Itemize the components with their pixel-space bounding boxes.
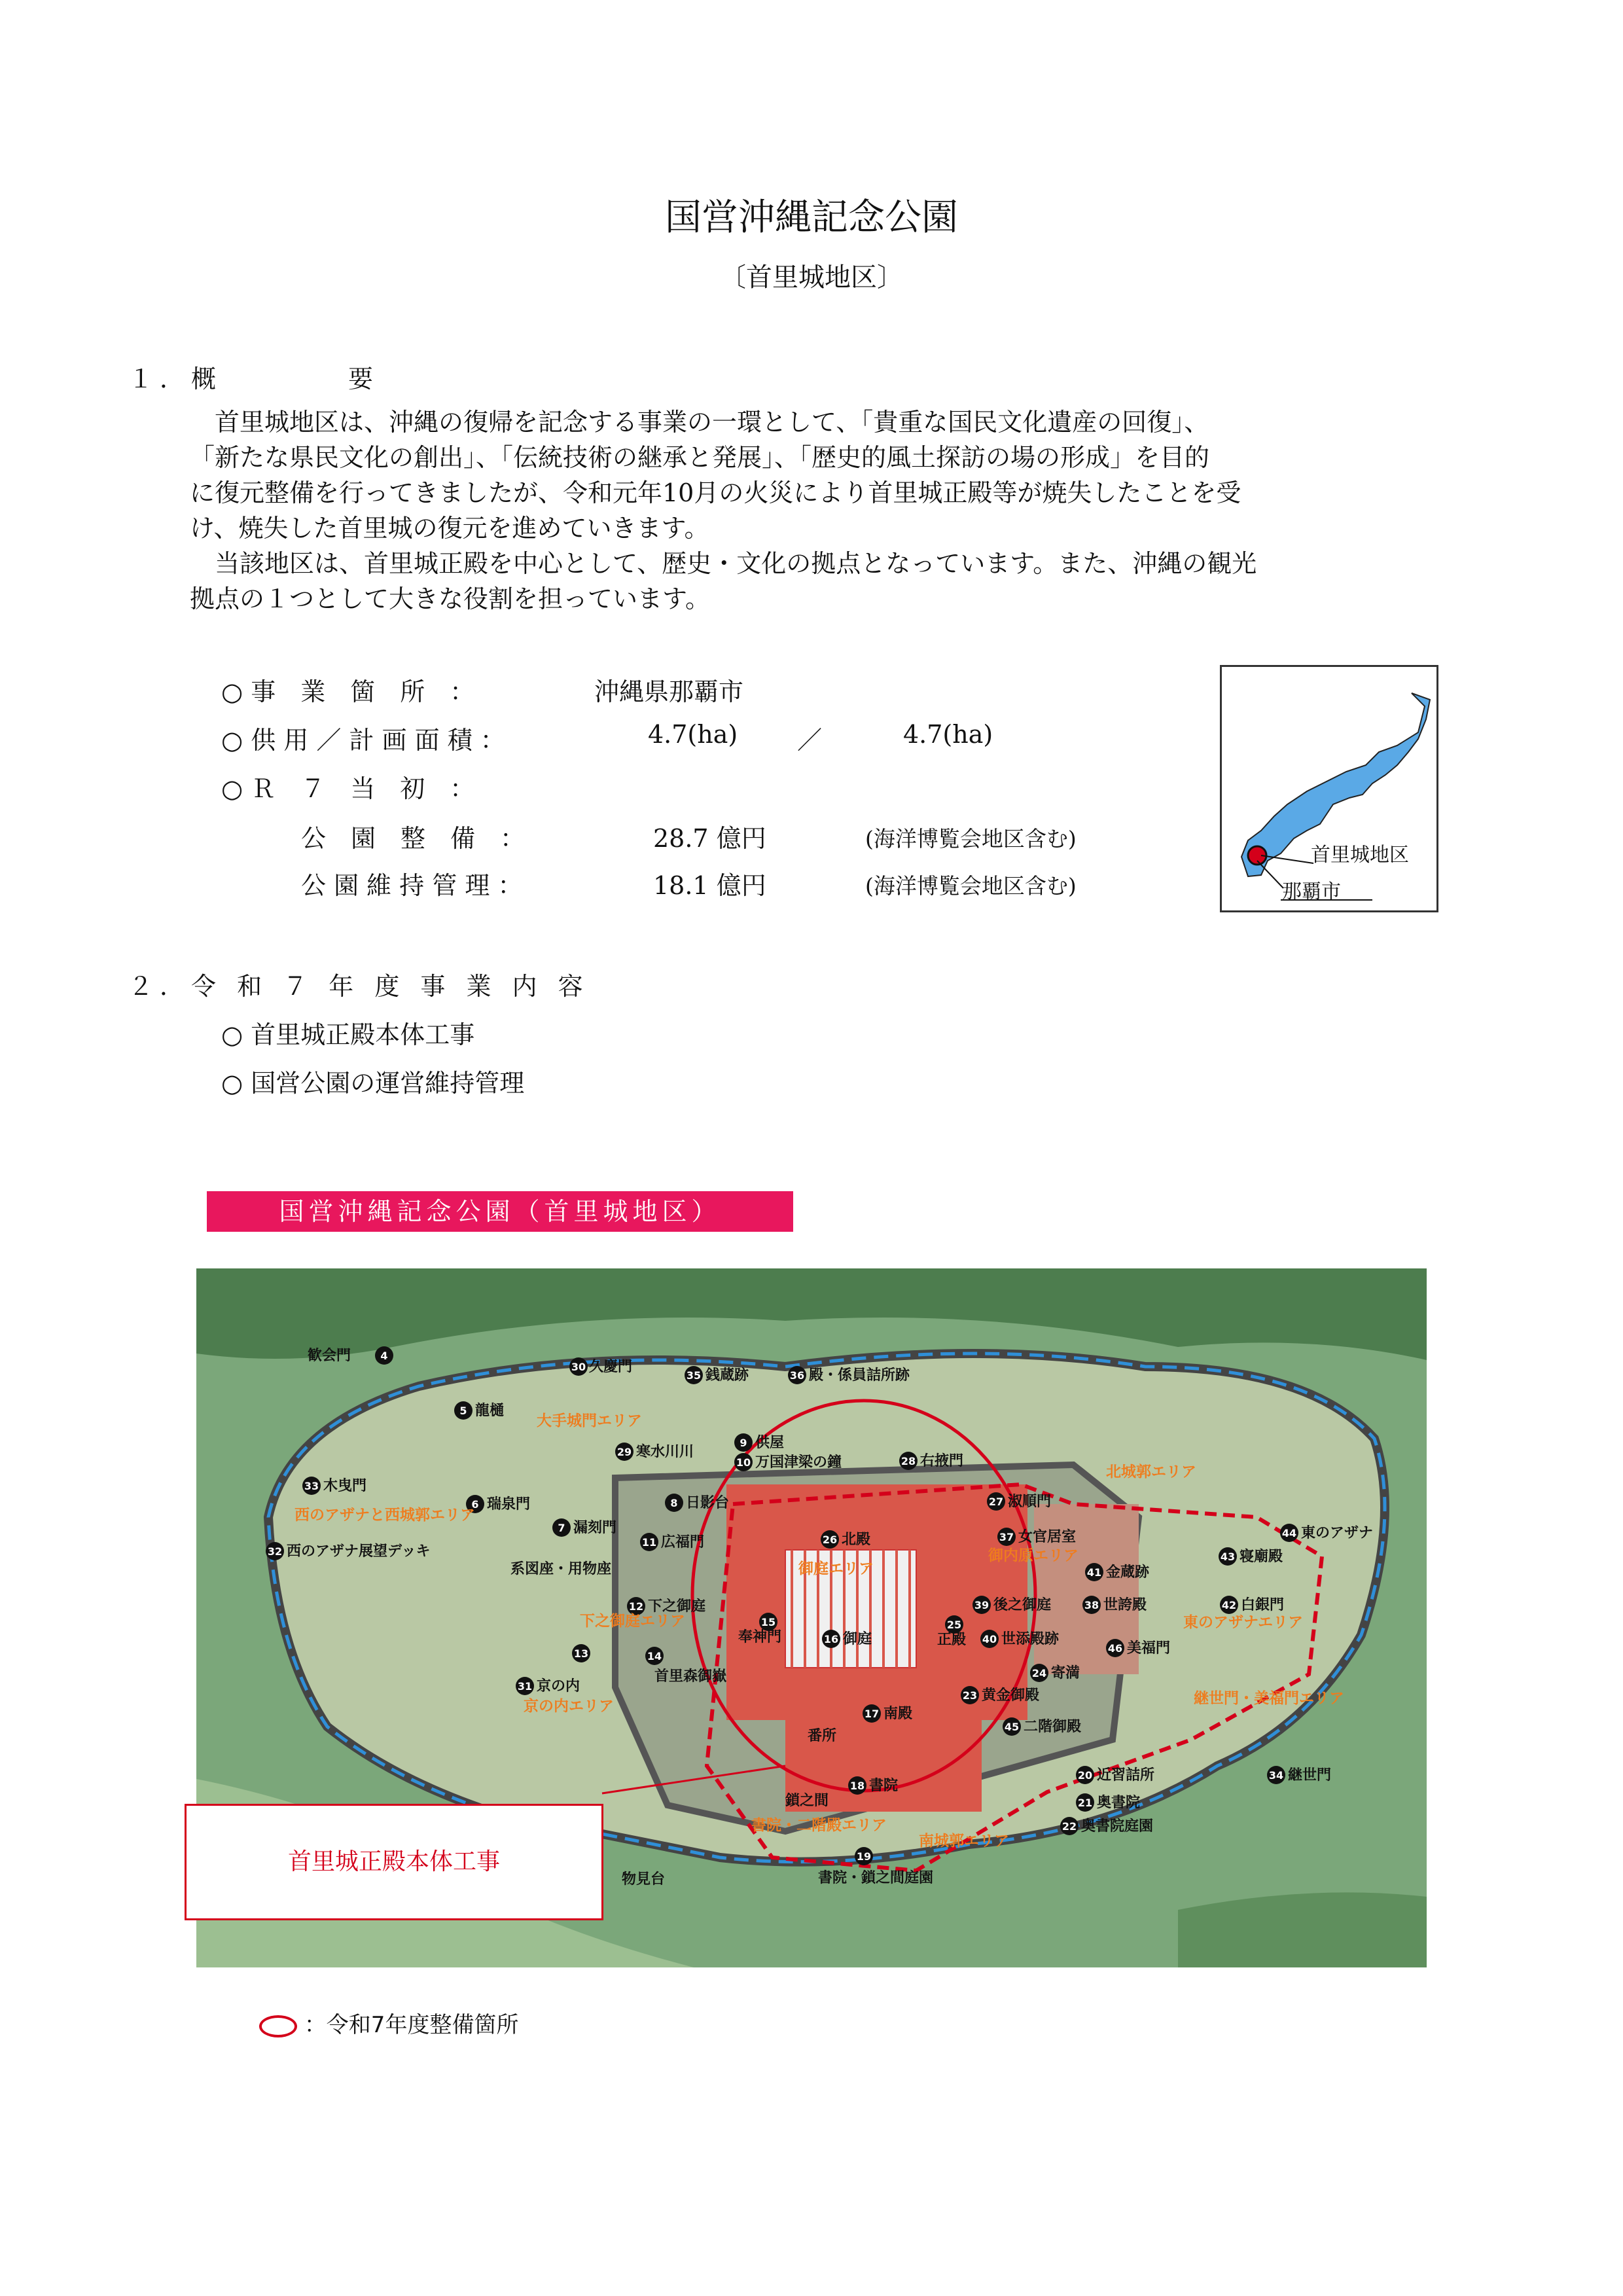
svg-text:供屋: 供屋 [755,1435,785,1451]
svg-text:32: 32 [267,1545,283,1558]
svg-text:29: 29 [616,1446,632,1458]
map-label [1219,1547,1283,1566]
svg-text:広福門: 広福門 [661,1534,705,1551]
text-line: 拠点の１つとして大きな役割を担っています。 [190,584,710,613]
svg-text:瑞泉門: 瑞泉門 [487,1496,531,1513]
map-label [266,1542,431,1560]
svg-text:8: 8 [670,1497,678,1509]
section2-heading: ２．令 和 ７ 年 度 事 業 内 容 [128,972,590,1001]
svg-text:25: 25 [946,1619,962,1631]
svg-text:御庭: 御庭 [843,1631,872,1647]
svg-text:女官居室: 女官居室 [1018,1529,1077,1545]
svg-text:30: 30 [571,1361,586,1373]
svg-text:漏刻門: 漏刻門 [573,1520,617,1536]
svg-text:34: 34 [1268,1769,1284,1782]
map-label [1280,1524,1373,1542]
construction-callout: 首里城正殿本体工事 [185,1804,603,1920]
map-label [665,1494,729,1512]
svg-text:17: 17 [864,1708,880,1720]
svg-text:39: 39 [974,1599,990,1611]
map-label [1003,1717,1081,1736]
svg-text:23: 23 [962,1689,978,1702]
text-line: 当該地区は、首里城正殿を中心として、歴史・文化の拠点となっています。また、沖縄の観光 [190,549,1257,578]
map-label [808,1727,836,1744]
svg-text:書院: 書院 [869,1778,899,1794]
svg-text:世添殿跡: 世添殿跡 [1001,1631,1060,1647]
map-label [516,1677,580,1695]
location-value: 沖縄県那覇市 [594,677,744,706]
map-label [1076,1766,1154,1784]
park-budget-note: (海洋博覧会地区含む) [865,826,1077,852]
svg-text:黄金御殿: 黄金御殿 [982,1687,1040,1704]
svg-text:殿・係員詰所跡: 殿・係員詰所跡 [809,1367,910,1384]
svg-text:二階御殿: 二階御殿 [1024,1719,1082,1735]
area-separator: ／ [797,726,823,755]
svg-text:20: 20 [1077,1769,1093,1782]
map-label [972,1596,1051,1614]
svg-text:45: 45 [1004,1721,1020,1733]
svg-text:5: 5 [459,1405,467,1417]
okinawa-island-map [1222,667,1436,910]
svg-text:金蔵跡: 金蔵跡 [1106,1564,1150,1581]
map-label [1076,1793,1140,1812]
budget-label: ○ Ｒ ７ 当 初 ： [221,774,475,803]
svg-text:継世門: 継世門 [1288,1767,1332,1784]
area-label: 南城郭エリア [919,1833,1009,1850]
svg-text:36: 36 [789,1369,805,1382]
svg-text:木曳門: 木曳門 [323,1478,367,1494]
svg-text:久慶門: 久慶門 [589,1359,633,1375]
svg-text:首里森御嶽: 首里森御嶽 [654,1668,727,1685]
red-oval-icon [259,2015,297,2037]
area-label: 京の内エリア [524,1698,614,1715]
map-label [822,1630,872,1648]
svg-text:31: 31 [517,1680,533,1693]
svg-text:物見台: 物見台 [622,1871,666,1888]
map-label [997,1528,1076,1546]
map-label [308,1346,393,1365]
area-label: 北城郭エリア [1106,1463,1196,1480]
svg-text:龍樋: 龍樋 [475,1403,505,1419]
svg-text:銭蔵跡: 銭蔵跡 [705,1367,749,1384]
svg-text:美福門: 美福門 [1127,1640,1171,1657]
svg-text:18: 18 [849,1780,865,1792]
svg-text:系図座・用物座: 系図座・用物座 [510,1561,612,1577]
svg-text:寄満: 寄満 [1051,1665,1080,1681]
text-line: 「新たな県民文化の創出」、「伝統技術の継承と発展」、「歴史的風土探訪の場の形成」を目的 [190,443,1210,472]
okinawa-location-inset [1220,665,1438,912]
map-label [863,1704,912,1723]
svg-text:46: 46 [1107,1642,1123,1655]
svg-text:4: 4 [380,1350,388,1362]
svg-text:南殿: 南殿 [883,1706,913,1722]
map-label [640,1533,704,1551]
maintenance-budget-label: 公 園 維 持 管 理 ： [301,871,523,900]
svg-text:寒水川川: 寒水川川 [636,1444,694,1460]
svg-text:正殿: 正殿 [937,1632,967,1648]
map-label [1030,1664,1080,1682]
svg-text:6: 6 [471,1498,479,1511]
svg-text:下之御庭: 下之御庭 [648,1598,706,1615]
map-label [734,1453,842,1471]
map-label [738,1613,781,1645]
map-banner: 国営沖縄記念公園（首里城地区） [207,1191,793,1232]
map-label [572,1644,590,1662]
svg-text:近習詰所: 近習詰所 [1097,1767,1155,1784]
svg-text:奥書院: 奥書院 [1097,1795,1141,1811]
svg-text:西のアザナ展望デッキ: 西のアザナ展望デッキ [287,1543,431,1560]
svg-text:10: 10 [736,1456,751,1469]
map-label [1082,1596,1147,1614]
map-label [734,1433,784,1452]
map-label [466,1495,530,1513]
maintenance-budget-value: 18.1 億円 [653,871,766,900]
svg-text:後之御庭: 後之御庭 [993,1597,1052,1613]
text-line: 首里城地区は、沖縄の復帰を記念する事業の一環として、「貴重な国民文化遺産の回復」、 [190,408,1209,437]
map-label [1085,1563,1150,1581]
map-label [937,1615,966,1648]
area-used-value: 4.7(ha) [648,720,738,749]
svg-text:19: 19 [856,1850,872,1863]
svg-text:16: 16 [823,1633,839,1645]
map-label [821,1530,870,1549]
svg-text:歓会門: 歓会門 [308,1348,351,1364]
map-label [615,1443,694,1461]
svg-text:奥書院庭園: 奥書院庭園 [1081,1818,1154,1835]
area-label: 西のアザナと西城郭エリア [294,1507,475,1524]
svg-text:43: 43 [1220,1551,1236,1563]
park-budget-label: 公 園 整 備 ： [301,824,526,853]
maintenance-budget-note: (海洋博覧会地区含む) [865,873,1077,899]
map-label [987,1492,1051,1511]
svg-text:9: 9 [740,1437,747,1449]
svg-text:万国津梁の鐘: 万国津梁の鐘 [755,1454,842,1471]
svg-text:奉神門: 奉神門 [738,1629,782,1645]
project-item-1: ○ 首里城正殿本体工事 [221,1020,475,1049]
svg-text:13: 13 [573,1647,589,1660]
svg-text:12: 12 [628,1600,644,1613]
area-label: ○ 供 用 ／ 計 画 面 積 ： [221,726,505,755]
location-label: ○ 事 業 箇 所 ： [221,677,475,706]
svg-text:44: 44 [1281,1527,1297,1539]
svg-text:番所: 番所 [808,1728,837,1744]
svg-text:42: 42 [1221,1599,1237,1611]
svg-text:京の内: 京の内 [537,1678,580,1695]
area-label: 下之御庭エリア [580,1613,685,1630]
page-title: 国営沖縄記念公園 [665,196,958,239]
svg-text:26: 26 [822,1534,838,1546]
svg-text:35: 35 [686,1369,702,1382]
svg-text:14: 14 [647,1650,662,1662]
svg-text:33: 33 [304,1480,319,1492]
map-label [980,1630,1060,1648]
inset-label-shuri: 首里城地区 [1311,844,1409,867]
map-label [785,1793,829,1809]
map-label [454,1401,504,1420]
map-label [788,1366,910,1384]
map-label [1060,1817,1153,1835]
map-label [961,1686,1039,1704]
legend-text: ：令和7年度整備箇所 [304,2012,519,2038]
svg-text:書院・鎖之間庭園: 書院・鎖之間庭園 [818,1870,934,1886]
map-label [302,1477,366,1495]
map-label [569,1357,632,1376]
map-legend [259,2007,518,2039]
svg-text:27: 27 [988,1496,1004,1508]
svg-text:40: 40 [982,1633,997,1645]
text-line: け、焼失した首里城の復元を進めていきます。 [190,514,709,543]
svg-text:白銀門: 白銀門 [1241,1597,1285,1613]
map-label [645,1647,727,1685]
map-label [685,1366,749,1384]
page-subtitle: 〔首里城地区〕 [720,262,903,293]
map-label [1106,1639,1170,1657]
area-label: 御内原エリア [988,1547,1079,1564]
map-label [510,1560,611,1577]
map-label [552,1518,616,1537]
area-label: 東のアザナエリア [1183,1614,1304,1631]
svg-text:21: 21 [1077,1797,1093,1809]
area-label: 御庭エリア [798,1560,874,1577]
map-label [1267,1766,1331,1784]
svg-text:28: 28 [901,1455,916,1467]
inset-label-naha: 那覇市 [1282,880,1341,903]
map-label [848,1776,898,1795]
text-line: に復元整備を行ってきましたが、令和元年10月の火災により首里城正殿等が焼失したことを受 [190,478,1241,507]
svg-text:世誇殿: 世誇殿 [1103,1597,1147,1613]
overview-paragraph-1 [190,404,1512,617]
area-planned-value: 4.7(ha) [903,720,993,749]
svg-text:24: 24 [1031,1667,1047,1679]
project-item-2: ○ 国営公園の運営維持管理 [221,1069,525,1098]
svg-text:淑順門: 淑順門 [1008,1494,1052,1510]
svg-text:右掖門: 右掖門 [920,1453,964,1469]
svg-text:北殿: 北殿 [842,1532,871,1548]
map-label [899,1452,963,1470]
svg-text:41: 41 [1086,1566,1102,1579]
svg-text:7: 7 [558,1522,565,1534]
svg-text:鎖之間: 鎖之間 [785,1793,829,1809]
svg-text:22: 22 [1061,1820,1077,1833]
park-budget-value: 28.7 億円 [653,824,766,853]
svg-text:15: 15 [760,1616,776,1628]
area-label: 書院・二階殿エリア [751,1817,887,1834]
area-label: 継世門・美福門エリア [1194,1690,1344,1707]
svg-text:寝廟殿: 寝廟殿 [1240,1549,1283,1565]
map-label [1220,1596,1284,1614]
svg-text:11: 11 [641,1536,657,1549]
svg-text:日影台: 日影台 [686,1495,730,1511]
map-label [622,1871,665,1888]
svg-text:38: 38 [1084,1599,1099,1611]
section1-heading: １．概 要 [128,365,380,393]
map-label [818,1847,933,1886]
svg-text:東のアザナ: 東のアザナ [1301,1525,1374,1541]
area-label: 大手城門エリア [537,1412,642,1429]
svg-text:37: 37 [999,1531,1014,1543]
